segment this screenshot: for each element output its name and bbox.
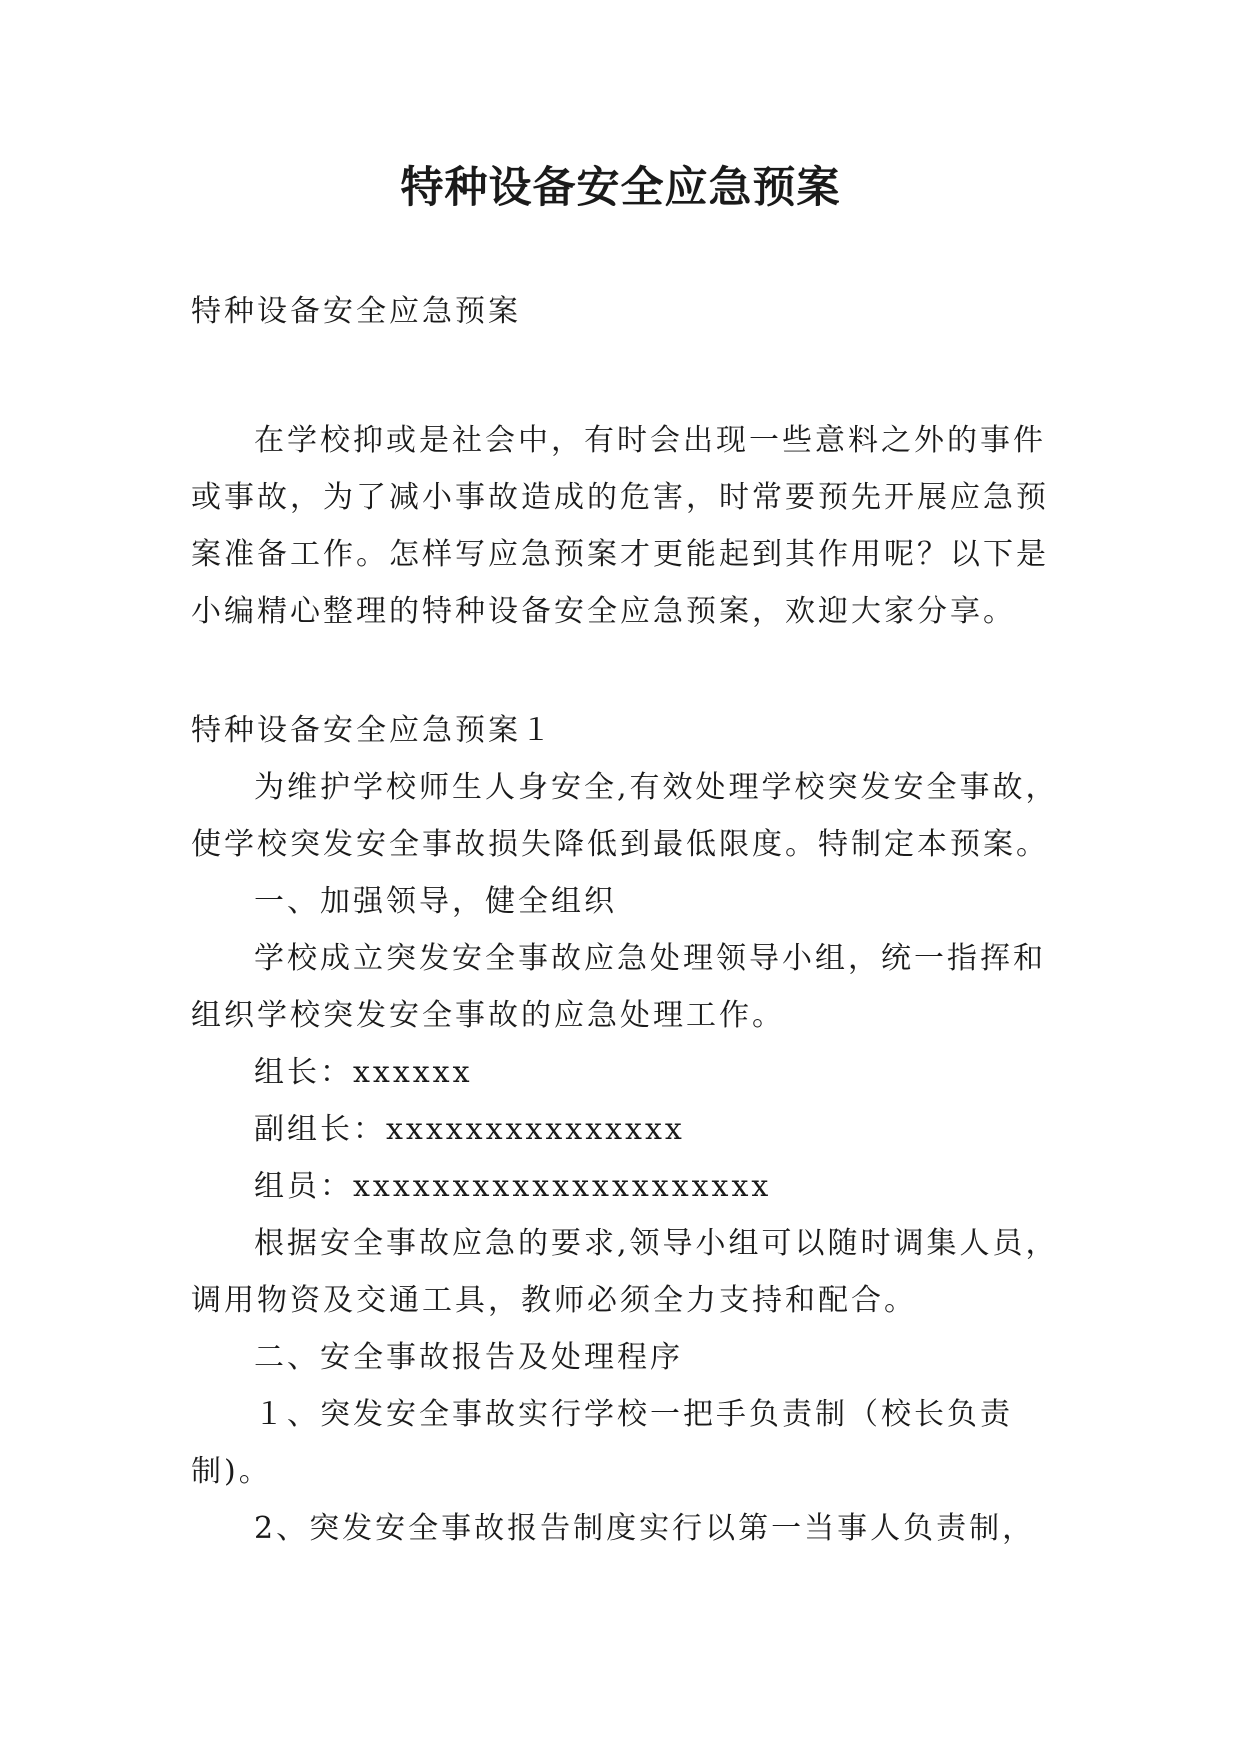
deputy-leader-line: 副组长：xxxxxxxxxxxxxxx <box>254 1112 685 1147</box>
group-leader-line: 组长：xxxxxx <box>254 1055 473 1090</box>
intro-line: 在学校抑或是社会中，有时会出现一些意料之外的事件 <box>254 423 1046 458</box>
body-line: １、突发安全事故实行学校一把手负责制（校长负责 <box>254 1397 1013 1432</box>
body-line: 为维护学校师生人身安全,有效处理学校突发安全事故， <box>254 770 1059 805</box>
body-heading-1: 一、加强领导，健全组织 <box>254 884 617 919</box>
body-line: 组织学校突发安全事故的应急处理工作。 <box>191 998 785 1033</box>
document-subtitle: 特种设备安全应急预案 <box>191 294 521 329</box>
body-line: 2、突发安全事故报告制度实行以第一当事人负责制， <box>254 1511 1036 1546</box>
intro-line: 案准备工作。怎样写应急预案才更能起到其作用呢？以下是 <box>191 537 1049 572</box>
document-title: 特种设备安全应急预案 <box>400 163 841 213</box>
body-line: 制)。 <box>191 1454 272 1489</box>
section-heading: 特种设备安全应急预案１ <box>191 713 554 748</box>
members-line: 组员：xxxxxxxxxxxxxxxxxxxxx <box>254 1169 772 1204</box>
intro-line: 小编精心整理的特种设备安全应急预案，欢迎大家分享。 <box>191 594 1016 629</box>
body-heading-2: 二、安全事故报告及处理程序 <box>254 1340 683 1375</box>
body-line: 使学校突发安全事故损失降低到最低限度。特制定本预案。 <box>191 827 1049 862</box>
body-line: 学校成立突发安全事故应急处理领导小组，统一指挥和 <box>254 941 1046 976</box>
body-line: 调用物资及交通工具，教师必须全力支持和配合。 <box>191 1283 917 1318</box>
intro-line: 或事故，为了减小事故造成的危害，时常要预先开展应急预 <box>191 480 1049 515</box>
body-line: 根据安全事故应急的要求,领导小组可以随时调集人员， <box>254 1226 1059 1261</box>
